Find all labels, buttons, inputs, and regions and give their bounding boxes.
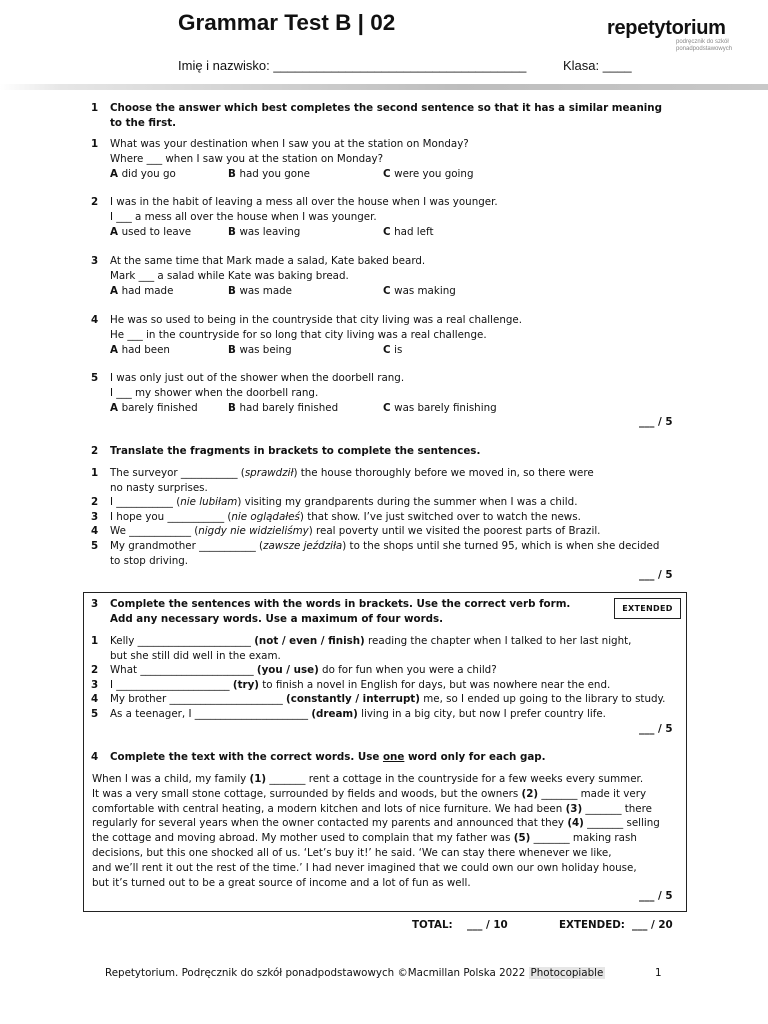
option-letter: C	[383, 226, 395, 238]
question-sentence: I was in the habit of leaving a mess all over the house when I was younger.	[110, 196, 498, 208]
option-letter: B	[228, 402, 240, 414]
option-text: was leaving	[239, 226, 301, 238]
polish-hint: nie oglądałeś	[231, 511, 300, 523]
answer-option-c	[383, 168, 473, 181]
question-sentence: What was your destination when I saw you at the station on Monday?	[110, 138, 469, 150]
option-text: used to leave	[121, 226, 192, 238]
verb-prompt: (try)	[232, 679, 259, 691]
item-number: 4	[91, 525, 99, 537]
sentence-start: The surveyor ___________ (	[110, 467, 245, 479]
option-letter: B	[228, 226, 240, 238]
exercise-3-instruction-cont: Add any necessary words. Use a maximum of four words.	[110, 613, 444, 625]
gap-number: (3)	[565, 802, 583, 815]
sentence-start: I ______________________	[110, 679, 233, 691]
question-prompt: I ___ my shower when the doorbell rang.	[110, 387, 319, 399]
option-text: barely finished	[121, 402, 198, 414]
verb-prompt: (constantly / interrupt)	[286, 693, 420, 705]
header-divider	[0, 84, 768, 90]
item-number: 5	[91, 708, 99, 720]
class-field: Klasa: ____	[563, 58, 632, 73]
sentence-start: I ___________ (	[110, 496, 181, 508]
question-number: 4	[91, 314, 99, 326]
sentence-start: Kelly ______________________	[110, 635, 255, 647]
text-line	[92, 773, 643, 786]
option-text: had left	[394, 226, 434, 238]
item-number: 4	[91, 693, 99, 705]
exercise-1-score: ___ / 5	[639, 416, 673, 428]
question-number: 2	[91, 196, 99, 208]
sentence-end: ) visiting my grandparents during the summer when I was a child.	[237, 496, 578, 508]
option-letter: A	[110, 168, 122, 180]
brand-subtitle: podręcznik do szkół ponadpodstawowych	[676, 39, 733, 52]
question-prompt: He ___ in the countryside for so long that city living was a real challenge.	[110, 329, 487, 341]
option-text: was made	[239, 285, 293, 297]
translation-sentence	[110, 496, 577, 509]
answer-option-b	[228, 168, 310, 181]
sentence-start: We ____________ (	[110, 525, 199, 537]
verb-form-sentence	[110, 708, 606, 721]
name-field: Imię i nazwisko: ___________________________________	[178, 58, 527, 73]
text-fragment: decisions, but this one shocked all of us. ‘Let’s buy it!’ he said. ‘We can stay there whenever we like,	[92, 847, 612, 859]
question-prompt: I ___ a mess all over the house when I was younger.	[110, 211, 377, 223]
option-text: is	[394, 344, 403, 356]
gap-number: (4)	[567, 817, 584, 830]
translation-sentence	[110, 525, 600, 538]
text-line	[92, 788, 646, 801]
sentence-end: do for fun when you were a child?	[318, 664, 497, 676]
exercise-1-number: 1	[91, 102, 99, 114]
sentence-continuation: to stop driving.	[110, 555, 189, 567]
sentence-start: My brother ______________________	[110, 693, 287, 705]
option-letter: C	[383, 168, 395, 180]
option-letter: B	[228, 344, 240, 356]
text-fragment: _______ there	[582, 802, 652, 815]
gap-number: (2)	[521, 787, 539, 800]
option-letter: C	[383, 402, 395, 414]
answer-option-c	[383, 285, 456, 298]
question-sentence: At the same time that Mark made a salad, Kate baked beard.	[110, 255, 426, 267]
polish-hint: zawsze jeździła	[263, 540, 343, 552]
option-text: were you going	[394, 168, 474, 180]
sentence-end: ) to the shops until she turned 95, which is when she decided	[342, 540, 660, 552]
photocopiable-label: Photocopiable	[530, 967, 604, 979]
text-fragment: the cottage and moving abroad. My mother used to complain that my father was	[92, 832, 514, 845]
exercise-4-instruction: Complete the text with the correct words. Use one word only for each gap.	[110, 751, 546, 763]
text-fragment: _______ rent a cottage in the countryside for a few weeks every summer.	[266, 773, 644, 785]
verb-prompt: (dream)	[311, 708, 358, 720]
option-letter: C	[383, 285, 395, 297]
answer-option-a	[110, 226, 191, 239]
verb-prompt: (you / use)	[256, 664, 319, 676]
sentence-end: ) the house thoroughly before we moved in, so there were	[293, 467, 594, 479]
option-letter: A	[110, 344, 122, 356]
option-text: had made	[121, 285, 174, 297]
item-number: 5	[91, 540, 99, 552]
verb-form-sentence	[110, 693, 665, 706]
sentence-start: What ______________________	[110, 664, 257, 676]
page-title: Grammar Test B | 02	[178, 10, 396, 35]
text-fragment: It was a very small stone cottage, surrounded by fields and woods, but the owners	[92, 787, 522, 800]
answer-option-c	[383, 344, 402, 357]
exercise-4-score: ___ / 5	[639, 890, 673, 902]
question-sentence: He was so used to being in the countryside that city living was a real challenge.	[110, 314, 523, 326]
total-score: ___ / 10	[467, 919, 508, 931]
text-line	[92, 877, 471, 890]
sentence-start: As a teenager, I ______________________	[110, 708, 312, 720]
extended-label: EXTENDED:	[559, 919, 625, 931]
verb-form-sentence	[110, 679, 610, 692]
exercise-2-number: 2	[91, 445, 99, 457]
text-line	[92, 803, 652, 816]
option-text: had been	[121, 344, 170, 356]
option-letter: B	[228, 285, 240, 297]
exercise-3-score: ___ / 5	[639, 723, 673, 735]
option-text: had you gone	[239, 168, 310, 180]
text-line	[92, 817, 660, 830]
brand-logo: repetytorium	[607, 17, 726, 39]
exercise-4-number: 4	[91, 751, 99, 763]
text-fragment: and we’ll rent it out the rest of the time.’ I had never imagined that we could own our own holiday house,	[92, 861, 637, 874]
exercise-3-number: 3	[91, 598, 99, 610]
exercise-2-score: ___ / 5	[639, 569, 673, 581]
option-text: was barely finishing	[394, 402, 497, 414]
total-label: TOTAL:	[412, 919, 453, 931]
verb-prompt: (not / even / finish)	[254, 635, 365, 647]
question-number: 5	[91, 372, 99, 384]
polish-hint: nie lubiłam	[180, 496, 238, 508]
text-fragment: but it’s turned out to be a great source of income and a lot of fun as well.	[92, 876, 471, 889]
item-number: 2	[91, 664, 99, 676]
sentence-end: living in a big city, but now I prefer country life.	[357, 708, 606, 720]
item-number: 3	[91, 679, 99, 691]
translation-sentence	[110, 540, 659, 553]
answer-option-b	[228, 226, 300, 239]
question-sentence: I was only just out of the shower when the doorbell rang.	[110, 372, 405, 384]
sentence-continuation: but she still did well in the exam.	[110, 650, 281, 662]
option-text: had barely finished	[239, 402, 339, 414]
item-number: 3	[91, 511, 99, 523]
answer-option-a	[110, 402, 198, 415]
sentence-end: to finish a novel in English for days, but was nowhere near the end.	[258, 679, 611, 691]
gap-number: (5)	[513, 832, 531, 845]
question-number: 3	[91, 255, 99, 267]
sentence-continuation: no nasty surprises.	[110, 482, 208, 494]
item-number: 1	[91, 635, 99, 647]
item-number: 1	[91, 467, 99, 479]
text-line	[92, 862, 637, 875]
item-number: 2	[91, 496, 99, 508]
answer-option-a	[110, 168, 176, 181]
sentence-end: me, so I ended up going to the library to study.	[419, 693, 666, 705]
question-prompt: Where ___ when I saw you at the station on Monday?	[110, 153, 384, 165]
option-letter: A	[110, 285, 122, 297]
text-fragment: _______ selling	[583, 817, 660, 830]
polish-hint: nigdy nie widzieliśmy	[198, 525, 309, 537]
exercise-2-instruction: Translate the fragments in brackets to complete the sentences.	[110, 445, 481, 457]
extended-score: ___ / 20	[632, 919, 673, 931]
text-fragment: When I was a child, my family	[92, 773, 250, 785]
question-prompt: Mark ___ a salad while Kate was baking bread.	[110, 270, 349, 282]
text-fragment: _______ made it very	[538, 787, 647, 800]
text-line	[92, 847, 611, 860]
page-number: 1	[655, 967, 662, 979]
sentence-end: reading the chapter when I talked to her last night,	[364, 635, 632, 647]
sentence-start: I hope you ___________ (	[110, 511, 232, 523]
question-number: 1	[91, 138, 99, 150]
option-letter: A	[110, 402, 122, 414]
translation-sentence	[110, 467, 594, 480]
answer-option-a	[110, 285, 173, 298]
answer-option-c	[383, 402, 497, 415]
option-letter: C	[383, 344, 395, 356]
exercise-1-instruction-cont: to the first.	[110, 117, 177, 129]
answer-option-c	[383, 226, 433, 239]
text-line	[92, 832, 637, 845]
sentence-end: ) real poverty until we visited the poorest parts of Brazil.	[308, 525, 601, 537]
option-text: was being	[239, 344, 292, 356]
sentence-end: ) that show. I’ve just switched over to watch the news.	[299, 511, 581, 523]
sentence-start: My grandmother ___________ (	[110, 540, 264, 552]
gap-number: (1)	[249, 773, 267, 785]
option-text: did you go	[121, 168, 176, 180]
option-letter: A	[110, 226, 122, 238]
answer-option-a	[110, 344, 170, 357]
verb-form-sentence	[110, 635, 631, 648]
answer-option-b	[228, 344, 292, 357]
answer-option-b	[228, 285, 292, 298]
text-fragment: comfortable with central heating, a modern kitchen and lots of nice furniture. We had been	[92, 802, 566, 815]
polish-hint: sprawdził	[244, 467, 294, 479]
text-fragment: regularly for several years when the owner contacted my parents and announced that they	[92, 817, 568, 830]
exercise-1-instruction: Choose the answer which best completes the second sentence so that it has a similar meaning	[110, 102, 662, 114]
footer-credit: Repetytorium. Podręcznik do szkół ponadpodstawowych ©Macmillan Polska 2022 Photocopiable	[105, 967, 604, 979]
translation-sentence	[110, 511, 581, 524]
option-letter: B	[228, 168, 240, 180]
text-fragment: _______ making rash	[530, 832, 637, 845]
option-text: was making	[394, 285, 456, 297]
exercise-3-instruction: Complete the sentences with the words in brackets. Use the correct verb form.	[110, 598, 571, 610]
verb-form-sentence	[110, 664, 497, 677]
answer-option-b	[228, 402, 338, 415]
extended-badge: EXTENDED	[614, 598, 681, 619]
